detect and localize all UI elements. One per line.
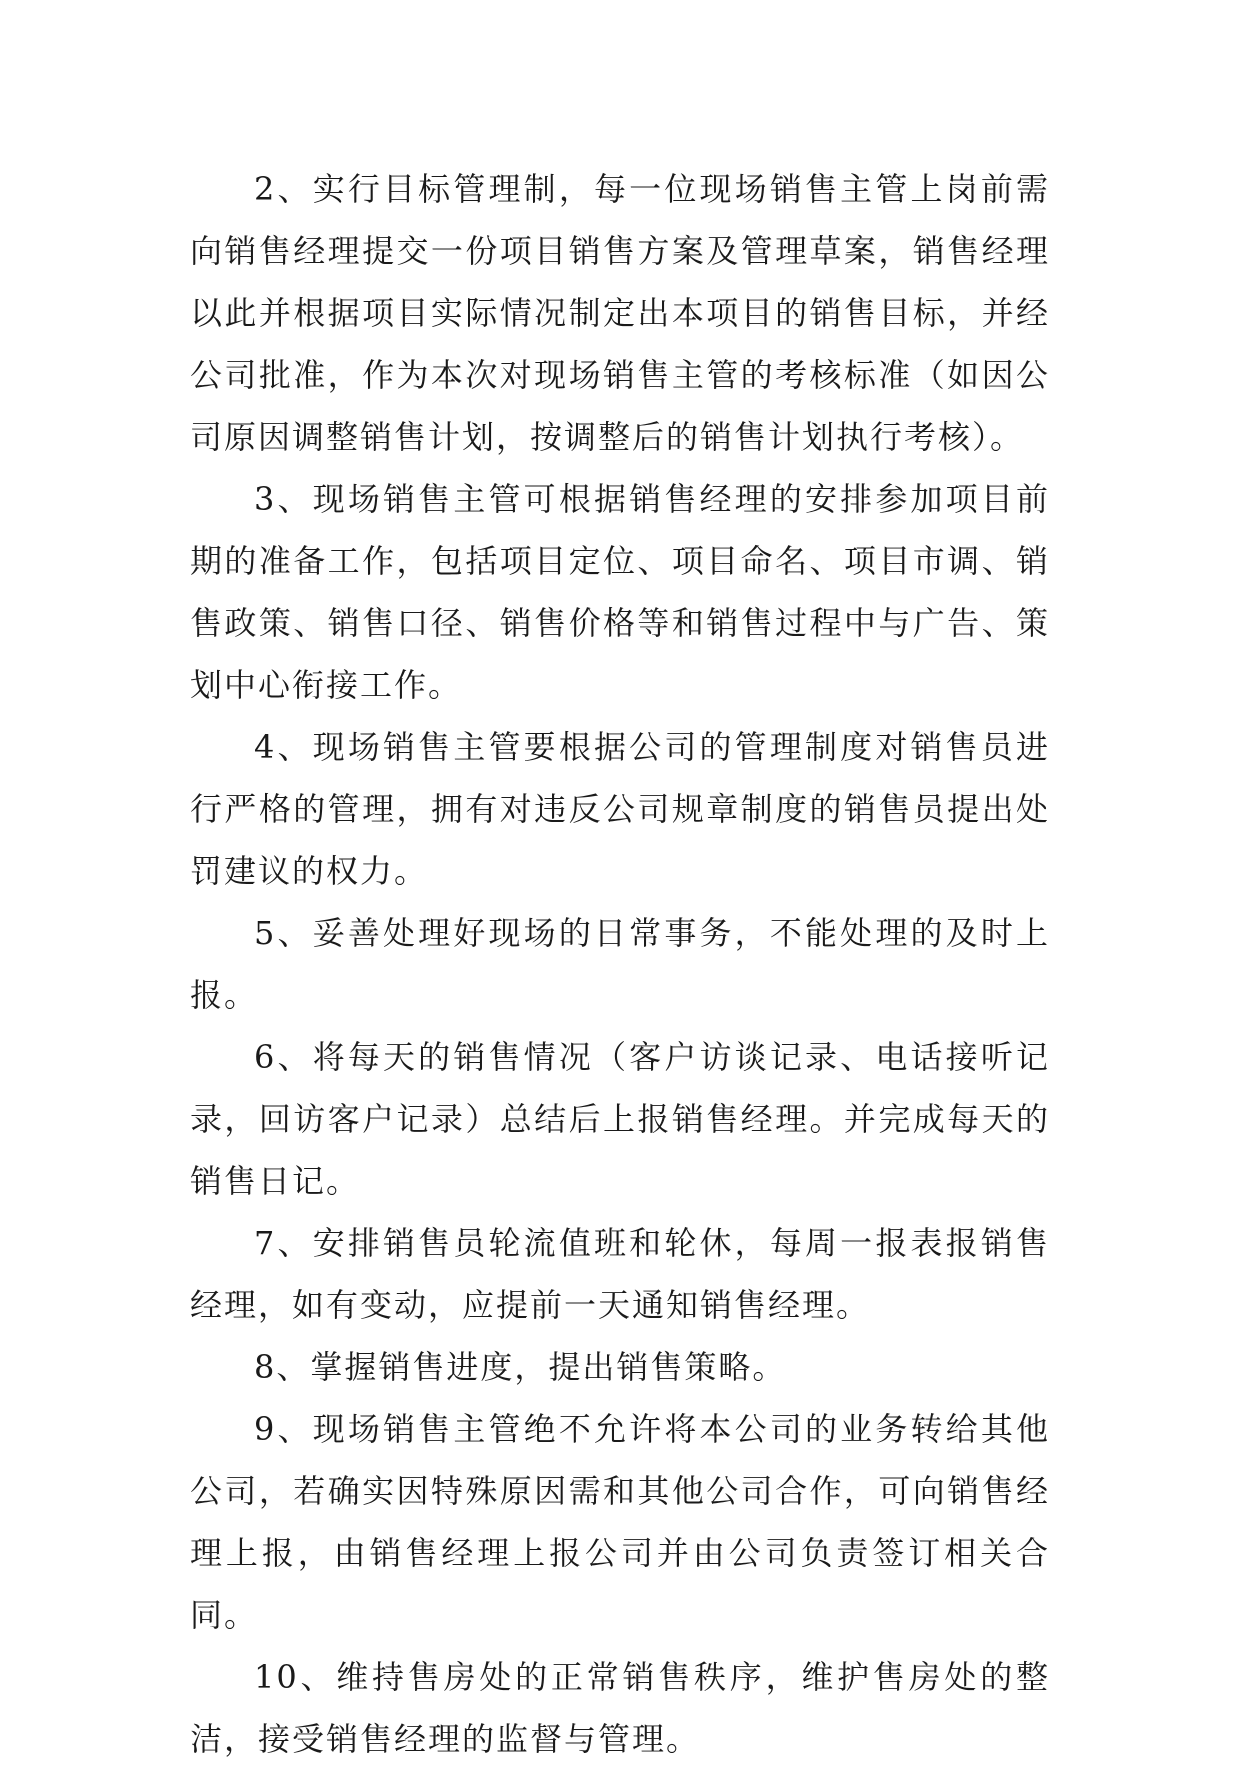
paragraph-2: 2、实行目标管理制，每一位现场销售主管上岗前需向销售经理提交一份项目销售方案及管理草案，销售经理以此并根据项目实际情况制定出本项目的销售目标，并经公司批准，作为本次对现场销售主管的考核标准（如因公司原因调整销售计划，按调整后的销售计划执行考核）。 [190, 170, 1050, 456]
paragraph-7: 7、安排销售员轮流值班和轮休，每周一报表报销售经理，如有变动，应提前一天通知销售经理。 [190, 1224, 1050, 1324]
paragraph-4: 4、现场销售主管要根据公司的管理制度对销售员进行严格的管理，拥有对违反公司规章制度的销售员提出处罚建议的权力。 [190, 728, 1050, 890]
paragraph-9: 9、现场销售主管绝不允许将本公司的业务转给其他公司，若确实因特殊原因需和其他公司合作，可向销售经理上报，由销售经理上报公司并由公司负责签订相关合同。 [190, 1410, 1050, 1634]
paragraph-6: 6、将每天的销售情况（客户访谈记录、电话接听记录，回访客户记录）总结后上报销售经理。并完成每天的销售日记。 [190, 1038, 1050, 1200]
paragraph-8: 8、掌握销售进度，提出销售策略。 [254, 1348, 787, 1386]
paragraph-3: 3、现场销售主管可根据销售经理的安排参加项目前期的准备工作，包括项目定位、项目命名、项目市调、销售政策、销售口径、销售价格等和销售过程中与广告、策划中心衔接工作。 [190, 480, 1050, 704]
document-body [190, 158, 1050, 1770]
paragraph-10: 10、维持售房处的正常销售秩序，维护售房处的整洁，接受销售经理的监督与管理。 [190, 1658, 1050, 1758]
paragraph-5: 5、妥善处理好现场的日常事务，不能处理的及时上报。 [190, 914, 1050, 1014]
